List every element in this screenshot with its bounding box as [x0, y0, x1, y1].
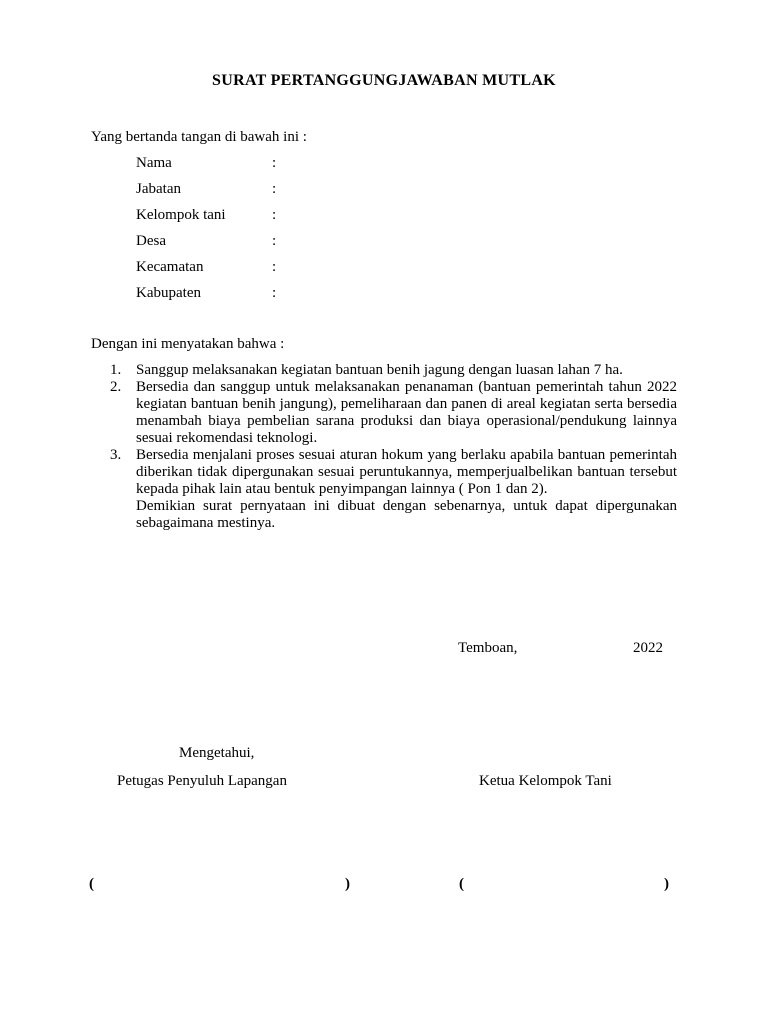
- field-label: Kelompok tani: [136, 207, 226, 223]
- item-number: 2.: [110, 379, 122, 395]
- list-item: [110, 379, 677, 447]
- field-row-jabatan: [136, 181, 276, 207]
- field-row-nama: [136, 155, 276, 181]
- chair-title: Ketua Kelompok Tani: [479, 773, 612, 789]
- field-label: Nama: [136, 155, 172, 171]
- item-text: Bersedia dan sanggup untuk melaksanakan penanaman (bantuan pemerintah tahun 2022 kegiatan bantuan benih jangung), pemeliharaan dan panen di areal kegiatan serta bersedia menambah biaya pembelian sarana produksi dan biaya operasional/pendukung lainnya sesuai rekomendasi teknologi.: [136, 379, 677, 446]
- statement-intro: Dengan ini menyatakan bahwa :: [91, 336, 285, 352]
- statement-list: [110, 362, 677, 532]
- field-row-desa: [136, 233, 276, 259]
- intro-text: Yang bertanda tangan di bawah ini :: [91, 129, 307, 145]
- item-number: 3.: [110, 447, 122, 463]
- list-item: [110, 362, 677, 379]
- field-colon: :: [272, 181, 277, 197]
- document-title: SURAT PERTANGGUNGJAWABAN MUTLAK: [212, 72, 556, 89]
- year-label: 2022: [633, 640, 663, 656]
- field-row-kabupaten: [136, 285, 276, 311]
- officer-title: Petugas Penyuluh Lapangan: [117, 773, 287, 789]
- chair-signature-close: ): [664, 876, 669, 892]
- closing-text: Demikian surat pernyataan ini dibuat dengan sebenarnya, untuk dapat dipergunakan sebagaimana mestinya.: [136, 498, 677, 531]
- list-item: [110, 447, 677, 498]
- officer-signature-open: (: [89, 876, 94, 892]
- item-text: Sanggup melaksanakan kegiatan bantuan benih jagung dengan luasan lahan 7 ha.: [136, 362, 623, 378]
- acknowledged-label: Mengetahui,: [179, 745, 255, 761]
- field-label: Kecamatan: [136, 259, 204, 275]
- field-colon: :: [272, 285, 277, 301]
- field-row-kecamatan: [136, 259, 276, 285]
- field-label: Jabatan: [136, 181, 181, 197]
- field-colon: :: [272, 155, 277, 171]
- field-label: Kabupaten: [136, 285, 201, 301]
- officer-signature-close: ): [345, 876, 350, 892]
- item-number: 1.: [110, 362, 122, 378]
- item-text: Bersedia menjalani proses sesuai aturan hokum yang berlaku apabila bantuan pemerintah diberikan tidak dipergunakan sesuai peruntukannya, memperjualbelikan bantuan tersebut kepada pihak lain atau bentuk penyimpangan lainnya ( Pon 1 dan 2).: [136, 447, 677, 497]
- field-label: Desa: [136, 233, 166, 249]
- field-colon: :: [272, 259, 277, 275]
- field-colon: :: [272, 233, 277, 249]
- place-label: Temboan,: [458, 640, 518, 656]
- field-row-kelompok-tani: [136, 207, 276, 233]
- identity-fields: [136, 155, 276, 311]
- field-colon: :: [272, 207, 277, 223]
- chair-signature-open: (: [459, 876, 464, 892]
